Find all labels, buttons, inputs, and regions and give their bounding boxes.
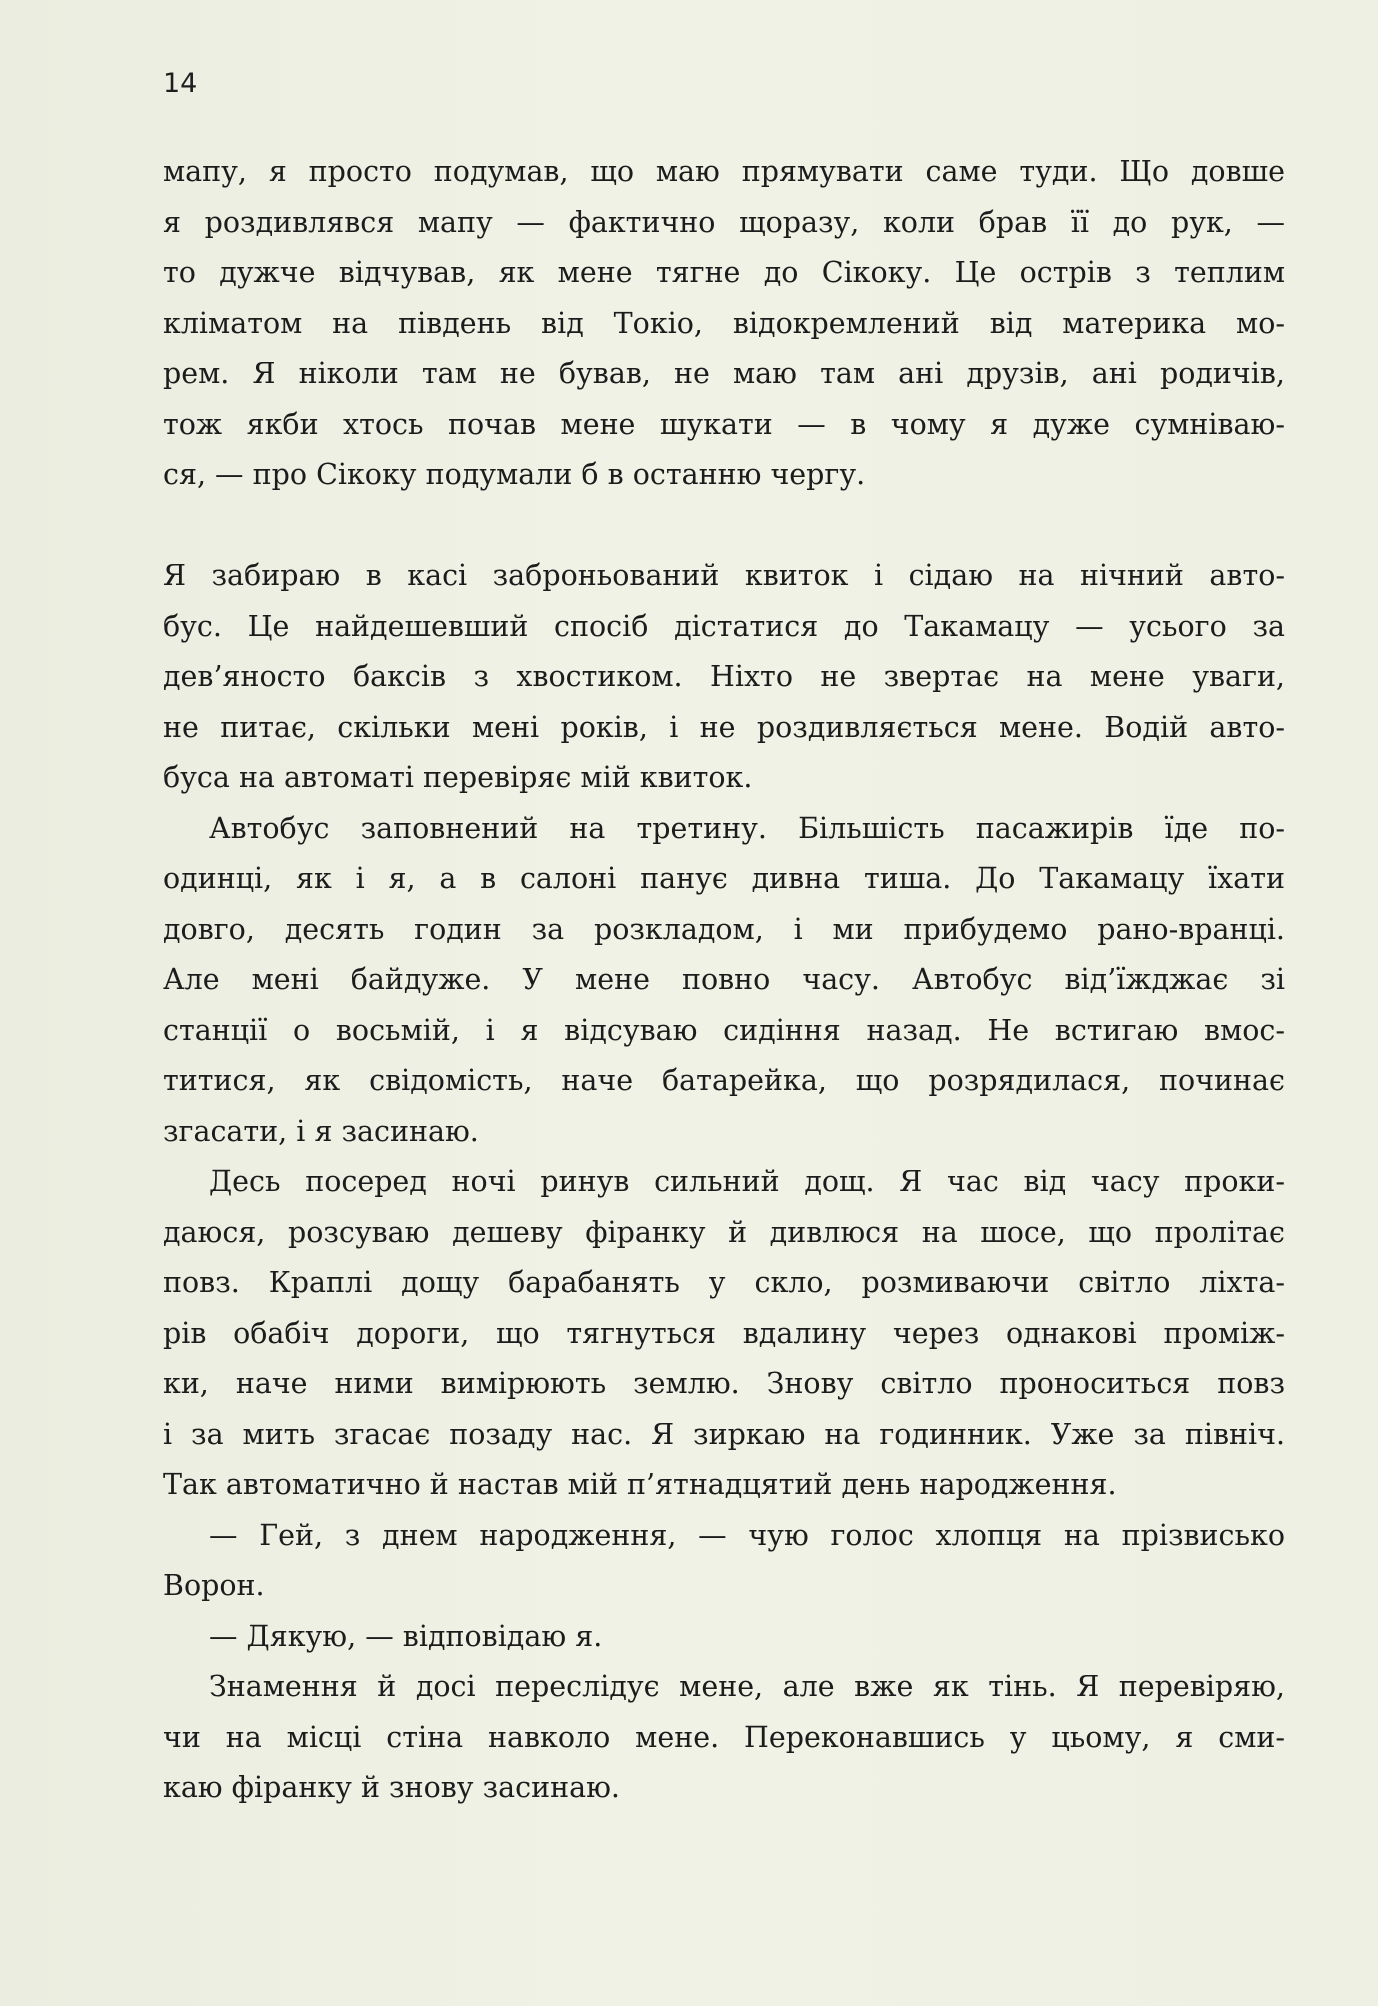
text-line: Автобус заповнений на третину. Більшість пасажирів їде по-	[209, 811, 1285, 845]
text-line: кліматом на південь від Токіо, відокремлений від материка мо-	[163, 306, 1285, 340]
text-line: не питає, скільки мені років, і не роздивляється мене. Водій авто-	[163, 710, 1285, 744]
paragraph	[163, 1157, 1285, 1511]
text-line: одинці, як і я, а в салоні панує дивна тиша. До Такамацу їхати	[163, 862, 1285, 895]
paragraph-gap	[163, 501, 1285, 552]
paragraph	[163, 1612, 1285, 1663]
text-line: буса на автоматі перевіряє мій квиток.	[163, 761, 753, 794]
text-line: — Гей, з днем народження, — чую голос хлопця на прізвисько	[209, 1518, 1285, 1552]
text-line: бус. Це найдешевший спосіб дістатися до Такамацу — усього за	[163, 609, 1285, 643]
paragraph	[163, 1662, 1285, 1814]
text-line: Я забираю в касі заброньований квиток і сідаю на нічний авто-	[163, 559, 1285, 592]
text-line: Десь посеред ночі ринув сильний дощ. Я час від часу проки-	[209, 1165, 1285, 1198]
text-line: каю фіранку й знову засинаю.	[163, 1771, 620, 1804]
text-line: титися, як свідомість, наче батарейка, що розрядилася, починає	[163, 1064, 1285, 1097]
text-line: — Дякую, — відповідаю я.	[209, 1619, 603, 1653]
text-line: довго, десять годин за розкладом, і ми прибудемо рано-вранці.	[163, 912, 1285, 946]
text-line: станції о восьмій, і я відсуваю сидіння назад. Не встигаю вмос-	[163, 1013, 1285, 1047]
text-line: тож якби хтось почав мене шукати — в чому я дуже сумніваю-	[163, 407, 1285, 441]
text-line: Знамення й досі переслідує мене, але вже як тінь. Я перевіряю,	[209, 1670, 1285, 1703]
paragraph	[163, 551, 1285, 804]
text-line: згасати, і я засинаю.	[163, 1114, 479, 1148]
text-line: Але мені байдуже. У мене повно часу. Автобус від’їжджає зі	[163, 963, 1285, 996]
paragraph	[163, 147, 1285, 501]
paragraph	[163, 1511, 1285, 1612]
paragraph	[163, 804, 1285, 1158]
body-text	[163, 147, 1285, 1814]
text-line: Так автоматично й настав мій п’ятнадцятий день народження.	[163, 1468, 1117, 1501]
text-line: я роздивлявся мапу — фактично щоразу, коли брав її до рук, —	[163, 205, 1285, 239]
page-number: 14	[163, 68, 198, 99]
text-line: даюся, розсуваю дешеву фіранку й дивлюся на шосе, що пролітає	[163, 1215, 1285, 1249]
text-line: ки, наче ними вимірюють землю. Знову світло проноситься повз	[163, 1367, 1285, 1400]
text-line: рів обабіч дороги, що тягнуться вдалину через однакові проміж-	[163, 1316, 1285, 1350]
text-line: дев’яносто баксів з хвостиком. Ніхто не звертає на мене уваги,	[163, 660, 1285, 693]
text-line: рем. Я ніколи там не бував, не маю там ані друзів, ані родичів,	[163, 357, 1285, 390]
text-line: і за мить згасає позаду нас. Я зиркаю на годинник. Уже за північ.	[163, 1417, 1285, 1451]
text-line: Ворон.	[163, 1569, 265, 1602]
text-line: то дужче відчував, як мене тягне до Сікоку. Це острів з теплим	[163, 256, 1285, 289]
text-line: ся, — про Сікоку подумали б в останню чергу.	[163, 458, 866, 491]
text-line: чи на місці стіна навколо мене. Переконавшись у цьому, я сми-	[163, 1720, 1285, 1754]
text-line: повз. Краплі дощу барабанять у скло, розмиваючи світло ліхта-	[163, 1266, 1285, 1299]
text-line: мапу, я просто подумав, що маю прямувати саме туди. Що довше	[163, 155, 1285, 188]
